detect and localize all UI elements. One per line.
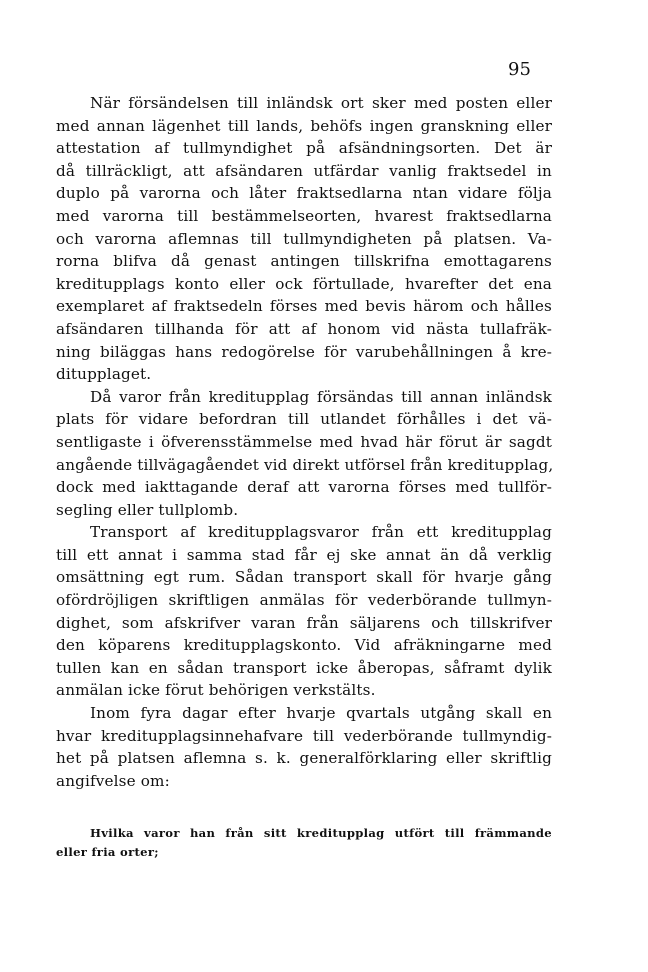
paragraph-1-line-10: exemplaret af fraktsedeln förses med bevis härom och hålles [56,297,552,316]
page-number: 95 [508,59,531,80]
paragraph-3-line-7: tullen kan en sådan transport icke åberopas, såframt dylik [56,658,552,677]
paragraph-1-line-8: rorna blifva då genast antingen tillskrifna emottagarens [56,252,552,271]
paragraph-2-line-6: segling eller tullplomb. [56,500,239,519]
paragraph-4-line-3: het på platsen aflemna s. k. generalförklaring eller skriftlig [56,749,552,768]
paragraph-2-line-5: dock med iakttagande deraf att varorna förses med tullför- [56,478,552,497]
paragraph-1-line-9: kreditupplags konto eller ock förtullade, hvarefter det ena [56,274,552,293]
paragraph-2-line-2: plats för vidare befordran till utlandet förhålles i det vä- [56,410,552,429]
paragraph-2 [56,386,552,522]
paragraph-2-line-3: sentligaste i öfverensstämmelse med hvad här förut är sagdt [56,432,552,451]
paragraph-1-line-5: duplo på varorna och låter fraktsedlarna ntan vidare följa [56,184,552,203]
paragraph-1-line-13: ditupplaget. [56,365,152,384]
paragraph-1-line-11: afsändaren tillhanda för att af honom vid nästa tullafräk- [56,319,552,338]
paragraph-1-line-2: med annan lägenhet till lands, behöfs ingen granskning eller [56,116,552,135]
paragraph-1-line-3: attestation af tullmyndighet på afsändningsorten. Det är [56,139,552,158]
paragraph-4-line-2: hvar kreditupplagsinnehafvare till vederbörande tullmyndig- [56,726,552,745]
paragraph-3-line-8: anmälan icke förut behörigen verkstälts. [56,681,376,700]
paragraph-3-line-3: omsättning egt rum. Sådan transport skall för hvarje gång [56,568,552,587]
paragraph-3-line-1: Transport af kreditupplagsvaror från ett kreditupplag [90,523,552,542]
paragraph-1-line-4: då tillräckligt, att afsändaren utfärdar vanlig fraktsedel in [56,161,552,180]
paragraph-1-line-7: och varorna aflemnas till tullmyndigheten på platsen. Va- [56,229,552,248]
paragraph-1-line-6: med varorna till bestämmelseorten, hvarest fraktsedlarna [56,206,552,225]
page-body [56,58,554,860]
paragraph-4 [56,702,552,792]
paragraph-3 [56,521,552,702]
paragraph-3-line-4: ofördröjligen skriftligen anmälas för vederbörande tullmyn- [56,591,552,610]
paragraph-4-line-1: Inom fyra dagar efter hvarje qvartals utgång skall en [90,704,552,723]
paragraph-3-line-5: dighet, som afskrifver varan från säljarens och tillskrifver [56,613,552,632]
paragraph-1-line-1: När försändelsen till inländsk ort sker med posten eller [90,94,552,112]
paragraph-3-line-2: till ett annat i samma stad får ej ske annat än då verklig [56,545,552,564]
paragraph-1 [56,92,552,386]
footnote-line-1: Hvilka varor han från sitt kreditupplag utfört till främmande [90,826,552,841]
paragraph-2-line-1: Då varor från kreditupplag försändas till annan inländsk [90,387,552,406]
footnote [56,824,552,862]
paragraph-4-line-4: angifvelse om: [56,771,170,790]
paragraph-3-line-6: den köparens kreditupplagskonto. Vid afräkningarne med [56,636,552,655]
footnote-line-2: eller fria orter; [56,845,159,860]
paragraph-2-line-4: angående tillvägagåendet vid direkt utförsel från kreditupplag, [56,455,554,474]
paragraph-1-line-12: ning biläggas hans redogörelse för varubehållningen å kre- [56,342,552,361]
